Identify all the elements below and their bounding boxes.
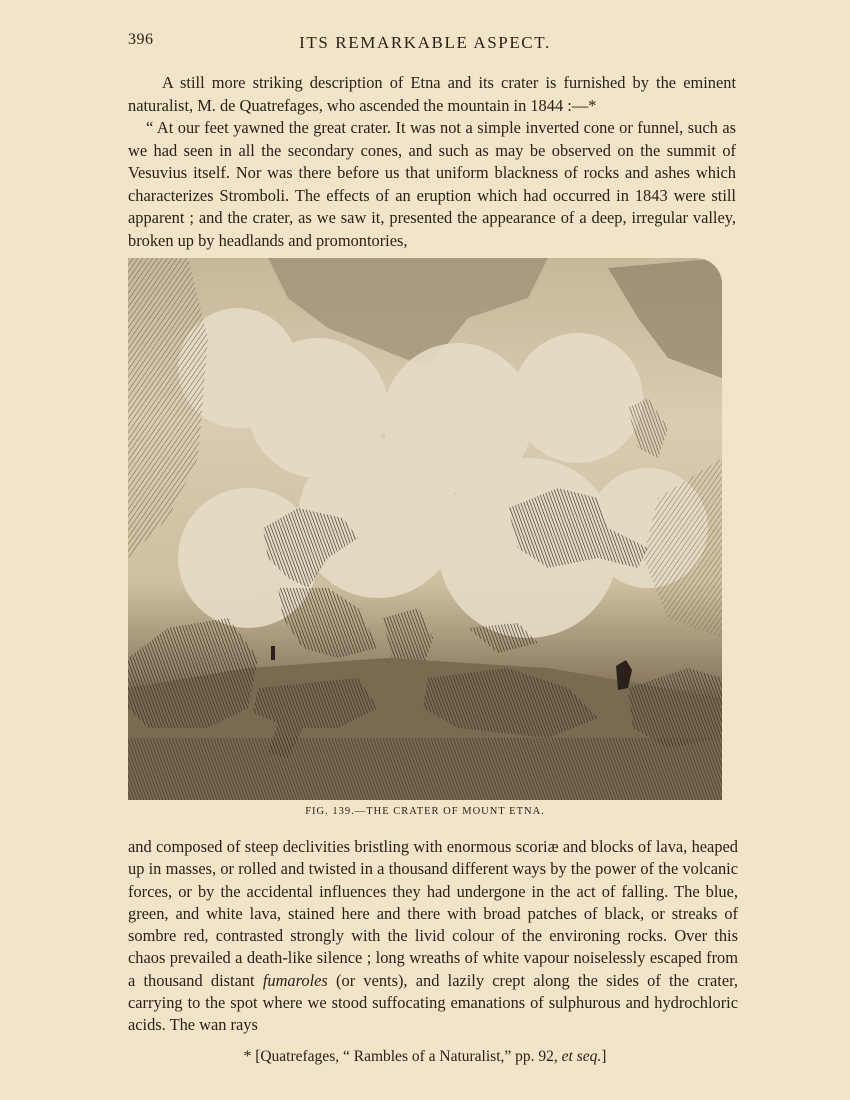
continuation-paragraph: [128, 836, 738, 1037]
page-number: 396: [128, 31, 154, 48]
continuation-text-end: (or vents), and lazily crept along the sides of the crater, carrying to the spot where we stood suffocating emanations of sulphurous and hydrochloric acids. The wan rays: [128, 970, 738, 1035]
crater-floor-shadow: [128, 738, 722, 800]
foreground-rock: [128, 618, 258, 728]
figure-person: [271, 646, 275, 660]
rock-formation: [278, 588, 378, 658]
cloud-masses: [178, 308, 708, 638]
running-title: ITS REMARKABLE ASPECT.: [299, 33, 551, 52]
footnote: [0, 1048, 850, 1066]
engraving-svg: [128, 258, 722, 800]
footnote-italic: et seq.: [561, 1048, 602, 1065]
intro-paragraph: A still more striking description of Etna and its crater is furnished by the eminent naturalist, M. de Quatrefages, who ascended the mountain in 1844 :—*: [128, 73, 736, 115]
footnote-text: * [Quatrefages, “ Rambles of a Naturalist,” pp. 92,: [243, 1048, 562, 1065]
figure-caption: FIG. 139.—THE CRATER OF MOUNT ETNA.: [305, 806, 545, 817]
crater-illustration: [128, 258, 722, 800]
italic-term: fumaroles: [262, 970, 328, 990]
continuation-text: and composed of steep declivities bristling with enormous scoriæ and blocks of lava, heaped up in masses, or rolled and twisted in a thousand different ways by the power of the volcanic forces, or by the accidental influences they had undergone in the act of falling. The blue, green, and white lava, stained here and there with broad patches of black, or streaks of sombre red, contrasted strongly with the livid colour of the environing rocks. Over this chaos prevailed a death-like silence ; long wreaths of white vapour noiselessly escaped from a thousand distant: [128, 837, 738, 990]
quote-paragraph: “ At our feet yawned the great crater. It was not a simple inverted cone or funnel, such as we had seen in all the secondary cones, and such as may be observed on the summit of Vesuvius itself. Nor was there before us that uniform blackness of rocks and ashes which characterizes Stromboli. The effects of an eruption which had occurred in 1843 were still apparent ; and the crater, as we saw it, presented the appearance of a deep, irregular valley, broken up by headlands and promontories,: [128, 118, 736, 250]
footnote-end: ]: [601, 1048, 607, 1065]
rock-formation: [628, 398, 668, 458]
